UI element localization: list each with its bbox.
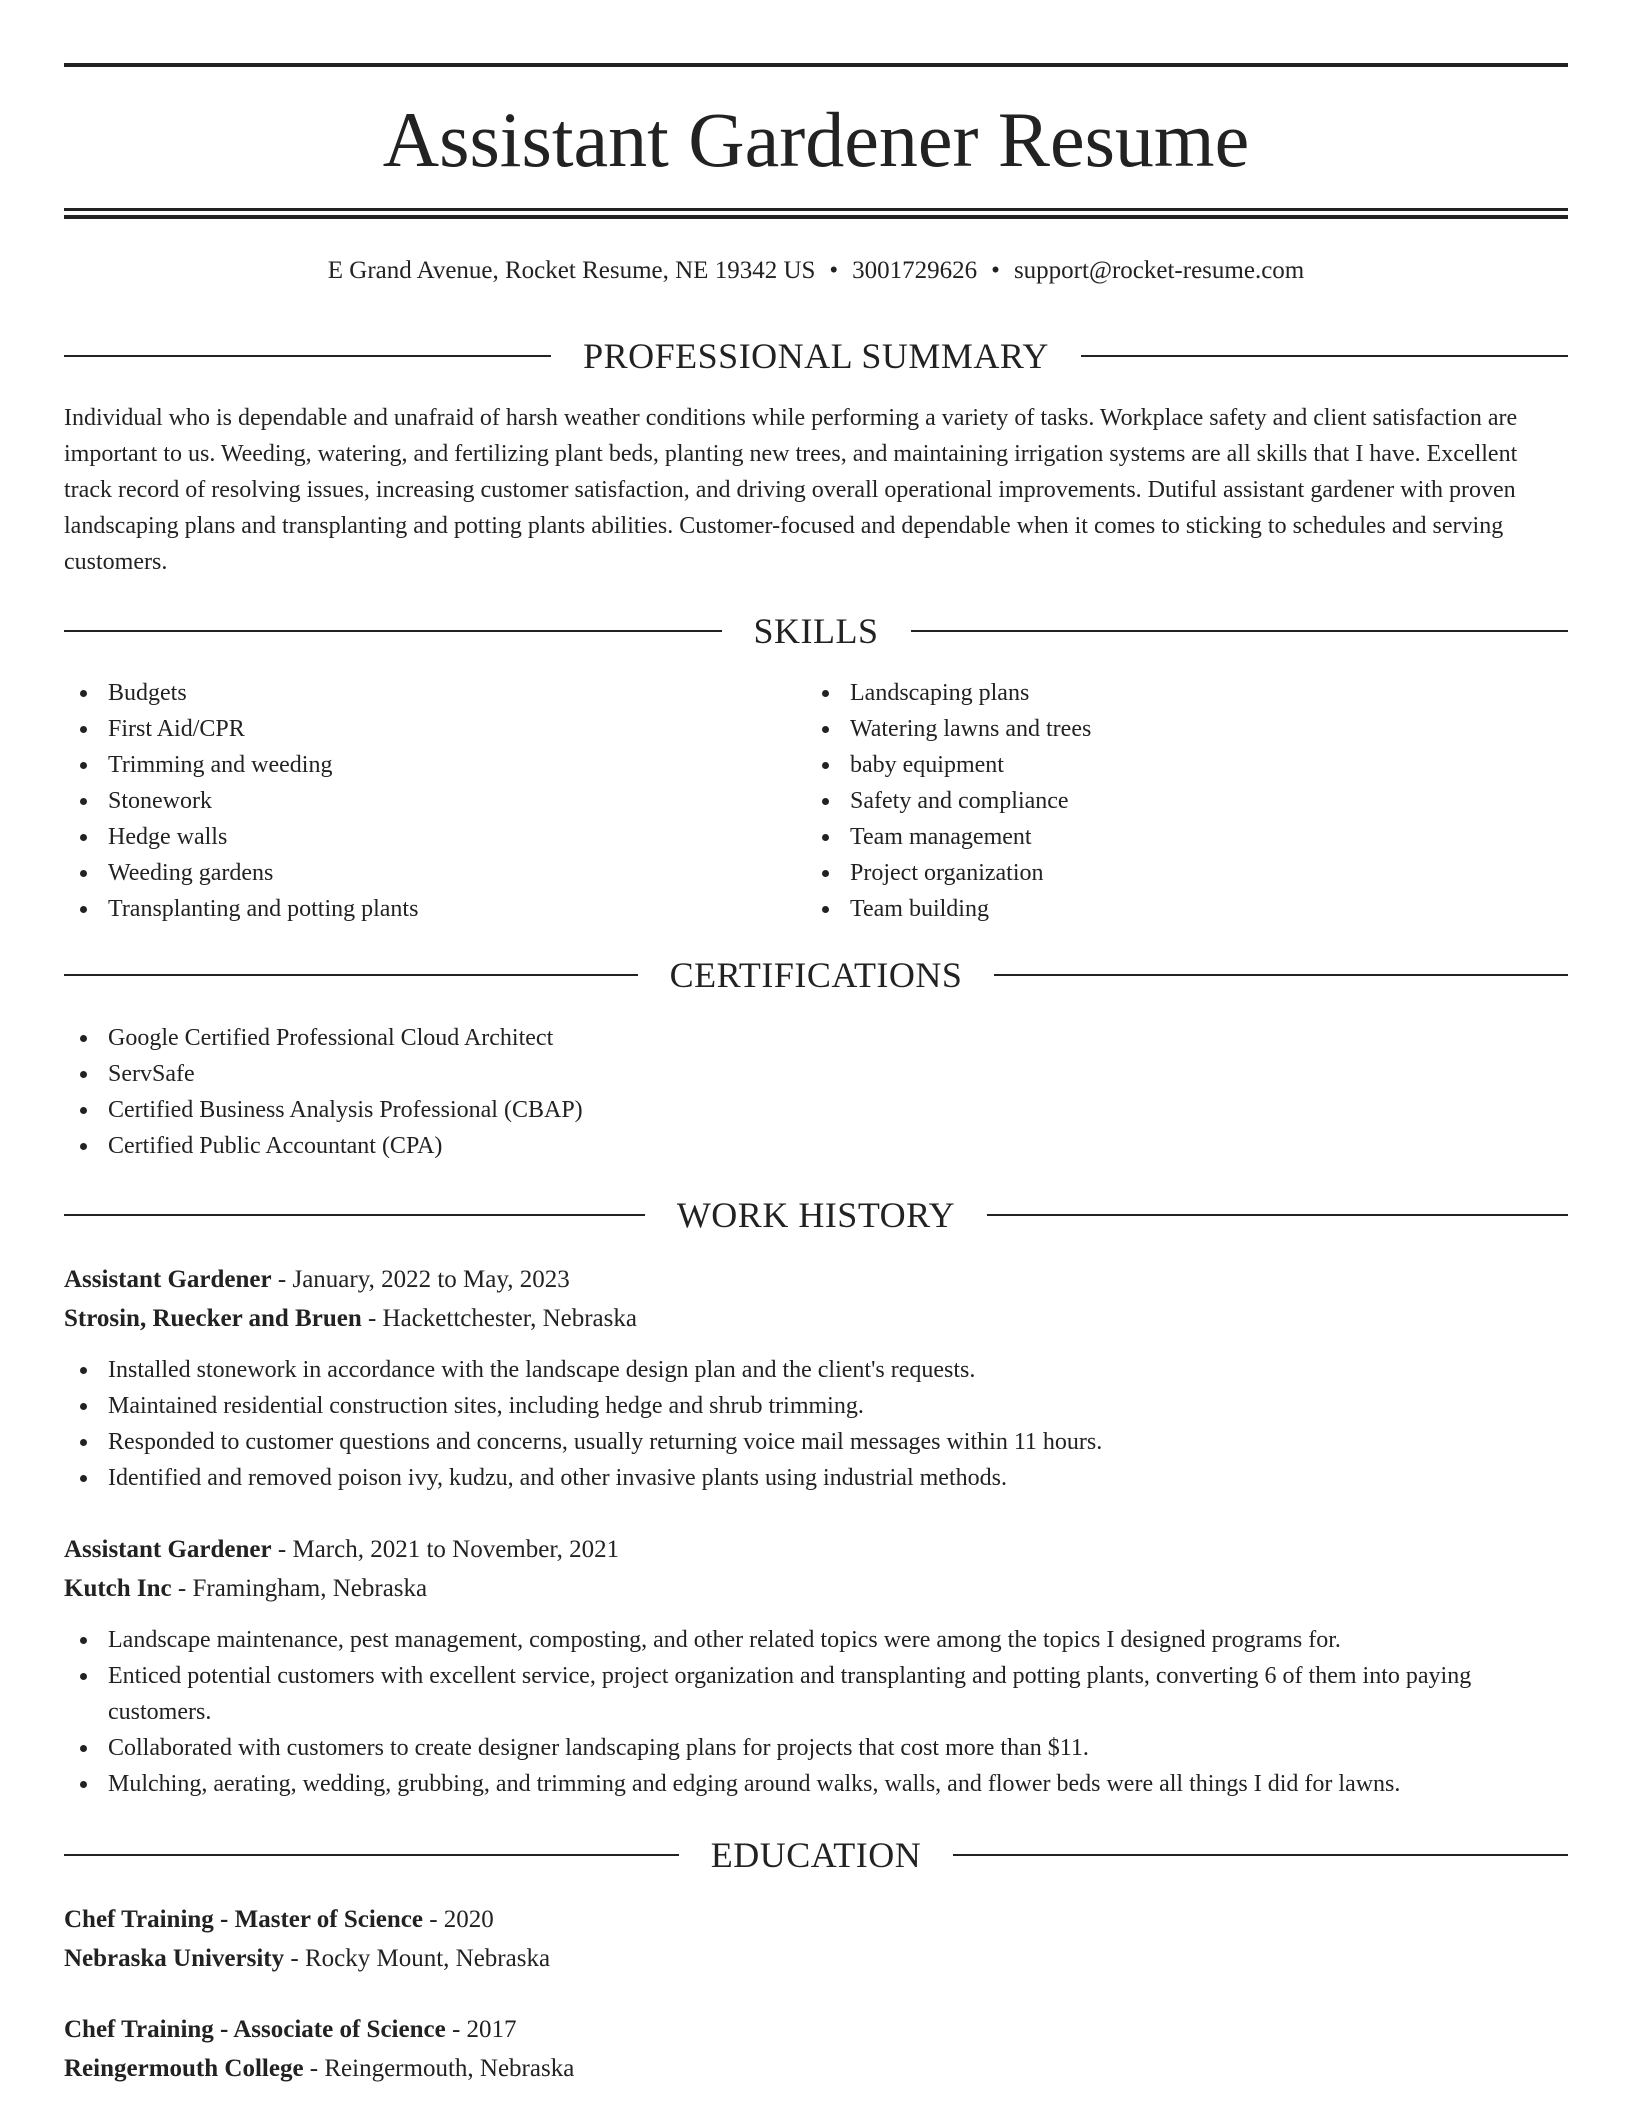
education-year: - 2017: [445, 2016, 517, 2043]
contact-email: support@rocket-resume.com: [1013, 257, 1305, 284]
education-degree-line: [64, 1900, 1568, 1939]
skill-item: Watering lawns and trees: [806, 711, 1526, 747]
skills-right-column: [806, 675, 1526, 927]
work-heading: [64, 1193, 1568, 1237]
education-degree: Chef Training - Master of Science: [64, 1906, 423, 1933]
job-bullet: Enticed potential customers with excellent service, project organization and transplanting and potting plants, converting 6 of them into paying customers.: [64, 1658, 1568, 1730]
certification-item: Certified Business Analysis Professional (CBAP): [64, 1092, 1568, 1128]
divider-line: [911, 630, 1569, 632]
job-title-line: [64, 1530, 1568, 1569]
contact-line: [64, 254, 1568, 288]
summary-text: Individual who is dependable and unafraid of harsh weather conditions while performing a variety of tasks. Workplace safety and client satisfaction are important to us. Weeding, watering, and fertilizing plant beds, planting new trees, and maintaining irrigation systems are all skills that I have. Excellent track record of resolving issues, increasing customer satisfaction, and driving overall operational improvements. Dutiful assistant gardener with proven landscaping plans and transplanting and potting plants abilities. Customer-focused and dependable when it comes to sticking to schedules and serving customers.: [64, 405, 1518, 575]
job-bullet: Installed stonework in accordance with the landscape design plan and the client's requests.: [64, 1352, 1568, 1388]
skill-item: First Aid/CPR: [64, 711, 784, 747]
job-title-line: [64, 1260, 1568, 1299]
job-company: Strosin, Ruecker and Bruen: [64, 1305, 362, 1332]
job-dates: - March, 2021 to November, 2021: [271, 1536, 620, 1563]
skill-item: Hedge walls: [64, 819, 784, 855]
certification-item: Certified Public Accountant (CPA): [64, 1128, 1568, 1164]
job-bullet: Responded to customer questions and concerns, usually returning voice mail messages within 11 hours.: [64, 1424, 1568, 1460]
skill-item: Trimming and weeding: [64, 747, 784, 783]
education-entry: [64, 1900, 1568, 1978]
education-school: Nebraska University: [64, 1945, 285, 1972]
contact-address: E Grand Avenue, Rocket Resume, NE 19342 US: [327, 257, 816, 284]
education-degree-line: [64, 2010, 1568, 2049]
education-location: - Reingermouth, Nebraska: [303, 2055, 575, 2082]
divider-line: [1081, 355, 1568, 357]
divider-line: [64, 1214, 645, 1216]
job-location: - Framingham, Nebraska: [171, 1575, 428, 1602]
education-heading-label: EDUCATION: [710, 1835, 922, 1875]
divider-line: [987, 1214, 1568, 1216]
title-rule-lower: [64, 215, 1568, 219]
job-location: - Hackettchester, Nebraska: [361, 1305, 637, 1332]
certifications-list: [64, 1020, 1568, 1164]
skills-heading-label: SKILLS: [753, 611, 879, 651]
title-rule-upper: [64, 208, 1568, 211]
divider-line: [64, 974, 638, 976]
job-bullet: Identified and removed poison ivy, kudzu, and other invasive plants using industrial methods.: [64, 1460, 1568, 1496]
divider-line: [64, 630, 722, 632]
skill-item: Budgets: [64, 675, 784, 711]
skills-right-list: [806, 675, 1526, 927]
education-year: - 2020: [422, 1906, 494, 1933]
skill-item: Stonework: [64, 783, 784, 819]
education-school-line: [64, 2049, 1568, 2088]
contact-separator: •: [991, 257, 1000, 284]
certifications-heading-label: CERTIFICATIONS: [669, 955, 963, 995]
work-heading-label: WORK HISTORY: [676, 1195, 956, 1235]
job-entry: [64, 1260, 1568, 1496]
education-heading: [64, 1833, 1568, 1877]
divider-line: [64, 355, 551, 357]
skill-item: Weeding gardens: [64, 855, 784, 891]
education-school: Reingermouth College: [64, 2055, 304, 2082]
job-title: Assistant Gardener: [64, 1266, 272, 1293]
job-company-line: [64, 1299, 1568, 1338]
job-entry: [64, 1530, 1568, 1802]
contact-phone: 3001729626: [852, 257, 978, 284]
job-bullet: Landscape maintenance, pest management, composting, and other related topics were among the topics I designed programs for.: [64, 1622, 1568, 1658]
skills-heading: [64, 609, 1568, 653]
divider-line: [64, 1854, 679, 1856]
job-title: Assistant Gardener: [64, 1536, 272, 1563]
divider-line: [953, 1854, 1568, 1856]
certifications-heading: [64, 953, 1568, 997]
skill-item: Team building: [806, 891, 1526, 927]
certifications-block: [64, 1020, 1568, 1164]
skill-item: baby equipment: [806, 747, 1526, 783]
education-school-line: [64, 1939, 1568, 1978]
job-dates: - January, 2022 to May, 2023: [271, 1266, 570, 1293]
top-rule: [64, 63, 1568, 67]
resume-title: Assistant Gardener Resume: [382, 96, 1250, 183]
job-bullet: Mulching, aerating, wedding, grubbing, and trimming and edging around walks, walls, and flower beds were all things I did for lawns.: [64, 1766, 1568, 1802]
skill-item: Transplanting and potting plants: [64, 891, 784, 927]
education-location: - Rocky Mount, Nebraska: [284, 1945, 551, 1972]
job-company-line: [64, 1569, 1568, 1608]
certification-item: ServSafe: [64, 1056, 1568, 1092]
education-degree: Chef Training - Associate of Science: [64, 2016, 446, 2043]
divider-line: [994, 974, 1568, 976]
job-bullets: [64, 1352, 1568, 1496]
skills-left-column: [64, 675, 784, 927]
skills-left-list: [64, 675, 784, 927]
certification-item: Google Certified Professional Cloud Architect: [64, 1020, 1568, 1056]
job-bullet: Maintained residential construction sites, including hedge and shrub trimming.: [64, 1388, 1568, 1424]
skill-item: Team management: [806, 819, 1526, 855]
job-company: Kutch Inc: [64, 1575, 172, 1602]
summary-heading-label: PROFESSIONAL SUMMARY: [583, 336, 1049, 376]
education-entry: [64, 2010, 1568, 2088]
summary-heading: [64, 334, 1568, 378]
skill-item: Project organization: [806, 855, 1526, 891]
skill-item: Safety and compliance: [806, 783, 1526, 819]
job-bullet: Collaborated with customers to create designer landscaping plans for projects that cost more than $11.: [64, 1730, 1568, 1766]
job-bullets: [64, 1622, 1568, 1802]
skill-item: Landscaping plans: [806, 675, 1526, 711]
contact-separator: •: [829, 257, 839, 284]
